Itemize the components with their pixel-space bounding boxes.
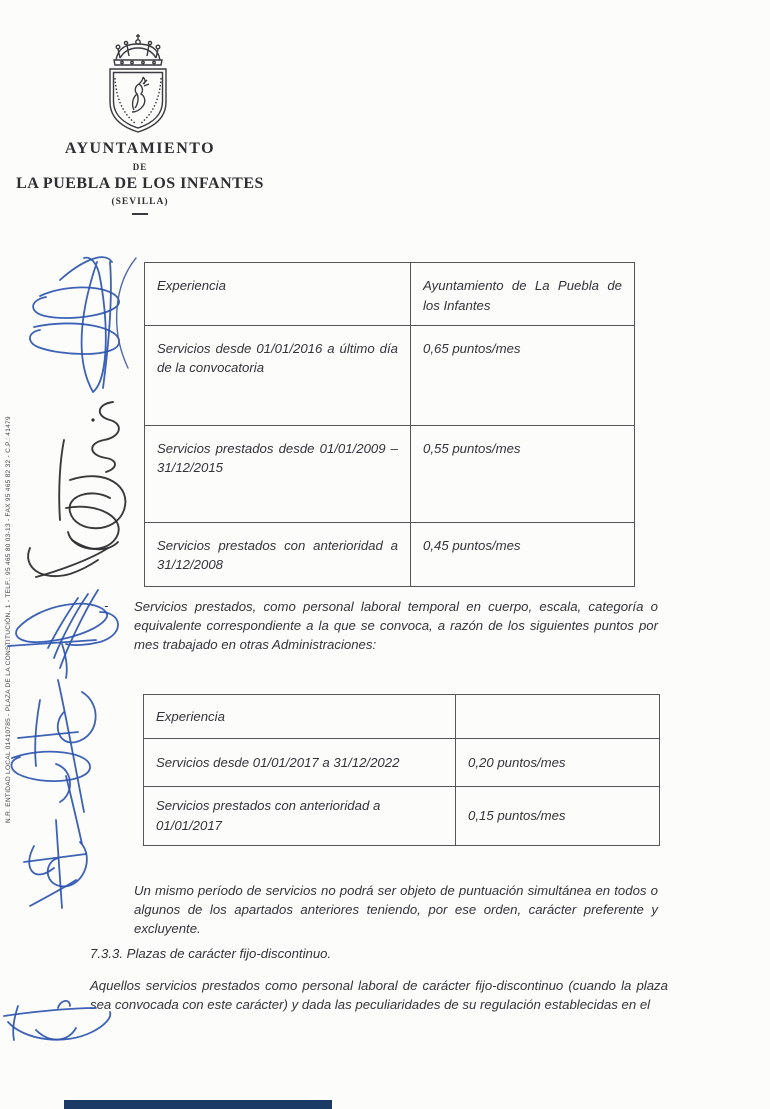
experience-points-table-otras-administraciones <box>143 694 660 846</box>
section-heading-7-3-3: 7.3.3. Plazas de carácter fijo-discontinuo. <box>90 946 332 961</box>
table-row <box>145 325 635 425</box>
table-row <box>145 522 635 586</box>
table-cell: 0,15 puntos/mes <box>456 787 660 846</box>
table-cell: Servicios prestados con anterioridad a 31/12/2008 <box>145 522 411 586</box>
table-cell <box>456 695 660 739</box>
table-cell: Experiencia <box>145 263 411 326</box>
table-cell: 0,55 puntos/mes <box>411 425 635 522</box>
paragraph-exclusion-note: Un mismo período de servicios no podrá ser objeto de puntuación simultánea en todos o algunos de los apartados anteriores teniendo, por ese orden, carácter preferente y excluyente. <box>134 883 658 937</box>
signature-scribble-4 <box>11 680 95 844</box>
signature-scribble-5 <box>24 820 87 908</box>
table-cell: Experiencia <box>144 695 456 739</box>
org-province: (SEVILLA) <box>111 197 169 207</box>
table-row <box>144 739 660 787</box>
experience-points-table-ayuntamiento <box>144 262 635 587</box>
table-cell: 0,45 puntos/mes <box>411 522 635 586</box>
bullet-marker: - <box>104 598 109 613</box>
table-cell: Servicios prestados con anterioridad a 01/01/2017 <box>144 787 456 846</box>
table-row <box>145 263 635 326</box>
municipal-coat-of-arms-icon <box>96 32 180 138</box>
table-cell: 0,65 puntos/mes <box>411 325 635 425</box>
bullet-paragraph: Servicios prestados, como personal laboral temporal en cuerpo, escala, categoría o equivalente correspondiente a la que se convoca, a razón de los siguientes puntos por mes trabajado en otras Administraciones: <box>134 599 658 653</box>
signature-scribble-1 <box>30 257 136 392</box>
table-cell: Servicios desde 01/01/2016 a último día de la convocatoria <box>145 325 411 425</box>
table-row <box>144 787 660 846</box>
table-cell: Servicios prestados desde 01/01/2009 – 31/12/2015 <box>145 425 411 522</box>
signature-scribble-3 <box>8 590 118 678</box>
table-cell: 0,20 puntos/mes <box>456 739 660 787</box>
table-row <box>145 425 635 522</box>
scan-edge-bar <box>64 1100 332 1109</box>
org-name-line2: DE <box>132 162 148 172</box>
org-name-line1: AYUNTAMIENTO <box>64 140 216 157</box>
signature-scribble-2 <box>28 402 125 577</box>
margin-registration-text: N.R. ENTIDAD LOCAL 01410785 - PLAZA DE LA CONSTITUCIÓN, 1 - TELF.: 95 465 80 03-13 - FAX 95 465 82 32 - C.P.: 41479 <box>5 416 12 823</box>
org-name-line3: LA PUEBLA DE LOS INFANTES <box>16 175 264 192</box>
table-cell: Ayuntamiento de La Puebla de los Infantes <box>411 263 635 326</box>
letterhead <box>10 140 270 215</box>
table-row <box>144 695 660 739</box>
table-cell: Servicios desde 01/01/2017 a 31/12/2022 <box>144 739 456 787</box>
divider-dash <box>132 213 148 215</box>
paragraph-fijo-discontinuo: Aquellos servicios prestados como personal laboral de carácter fijo-discontinuo (cuando la plaza sea convocada con este carácter) y dada las peculiaridades de su regulación establecidas en el <box>90 978 668 1013</box>
